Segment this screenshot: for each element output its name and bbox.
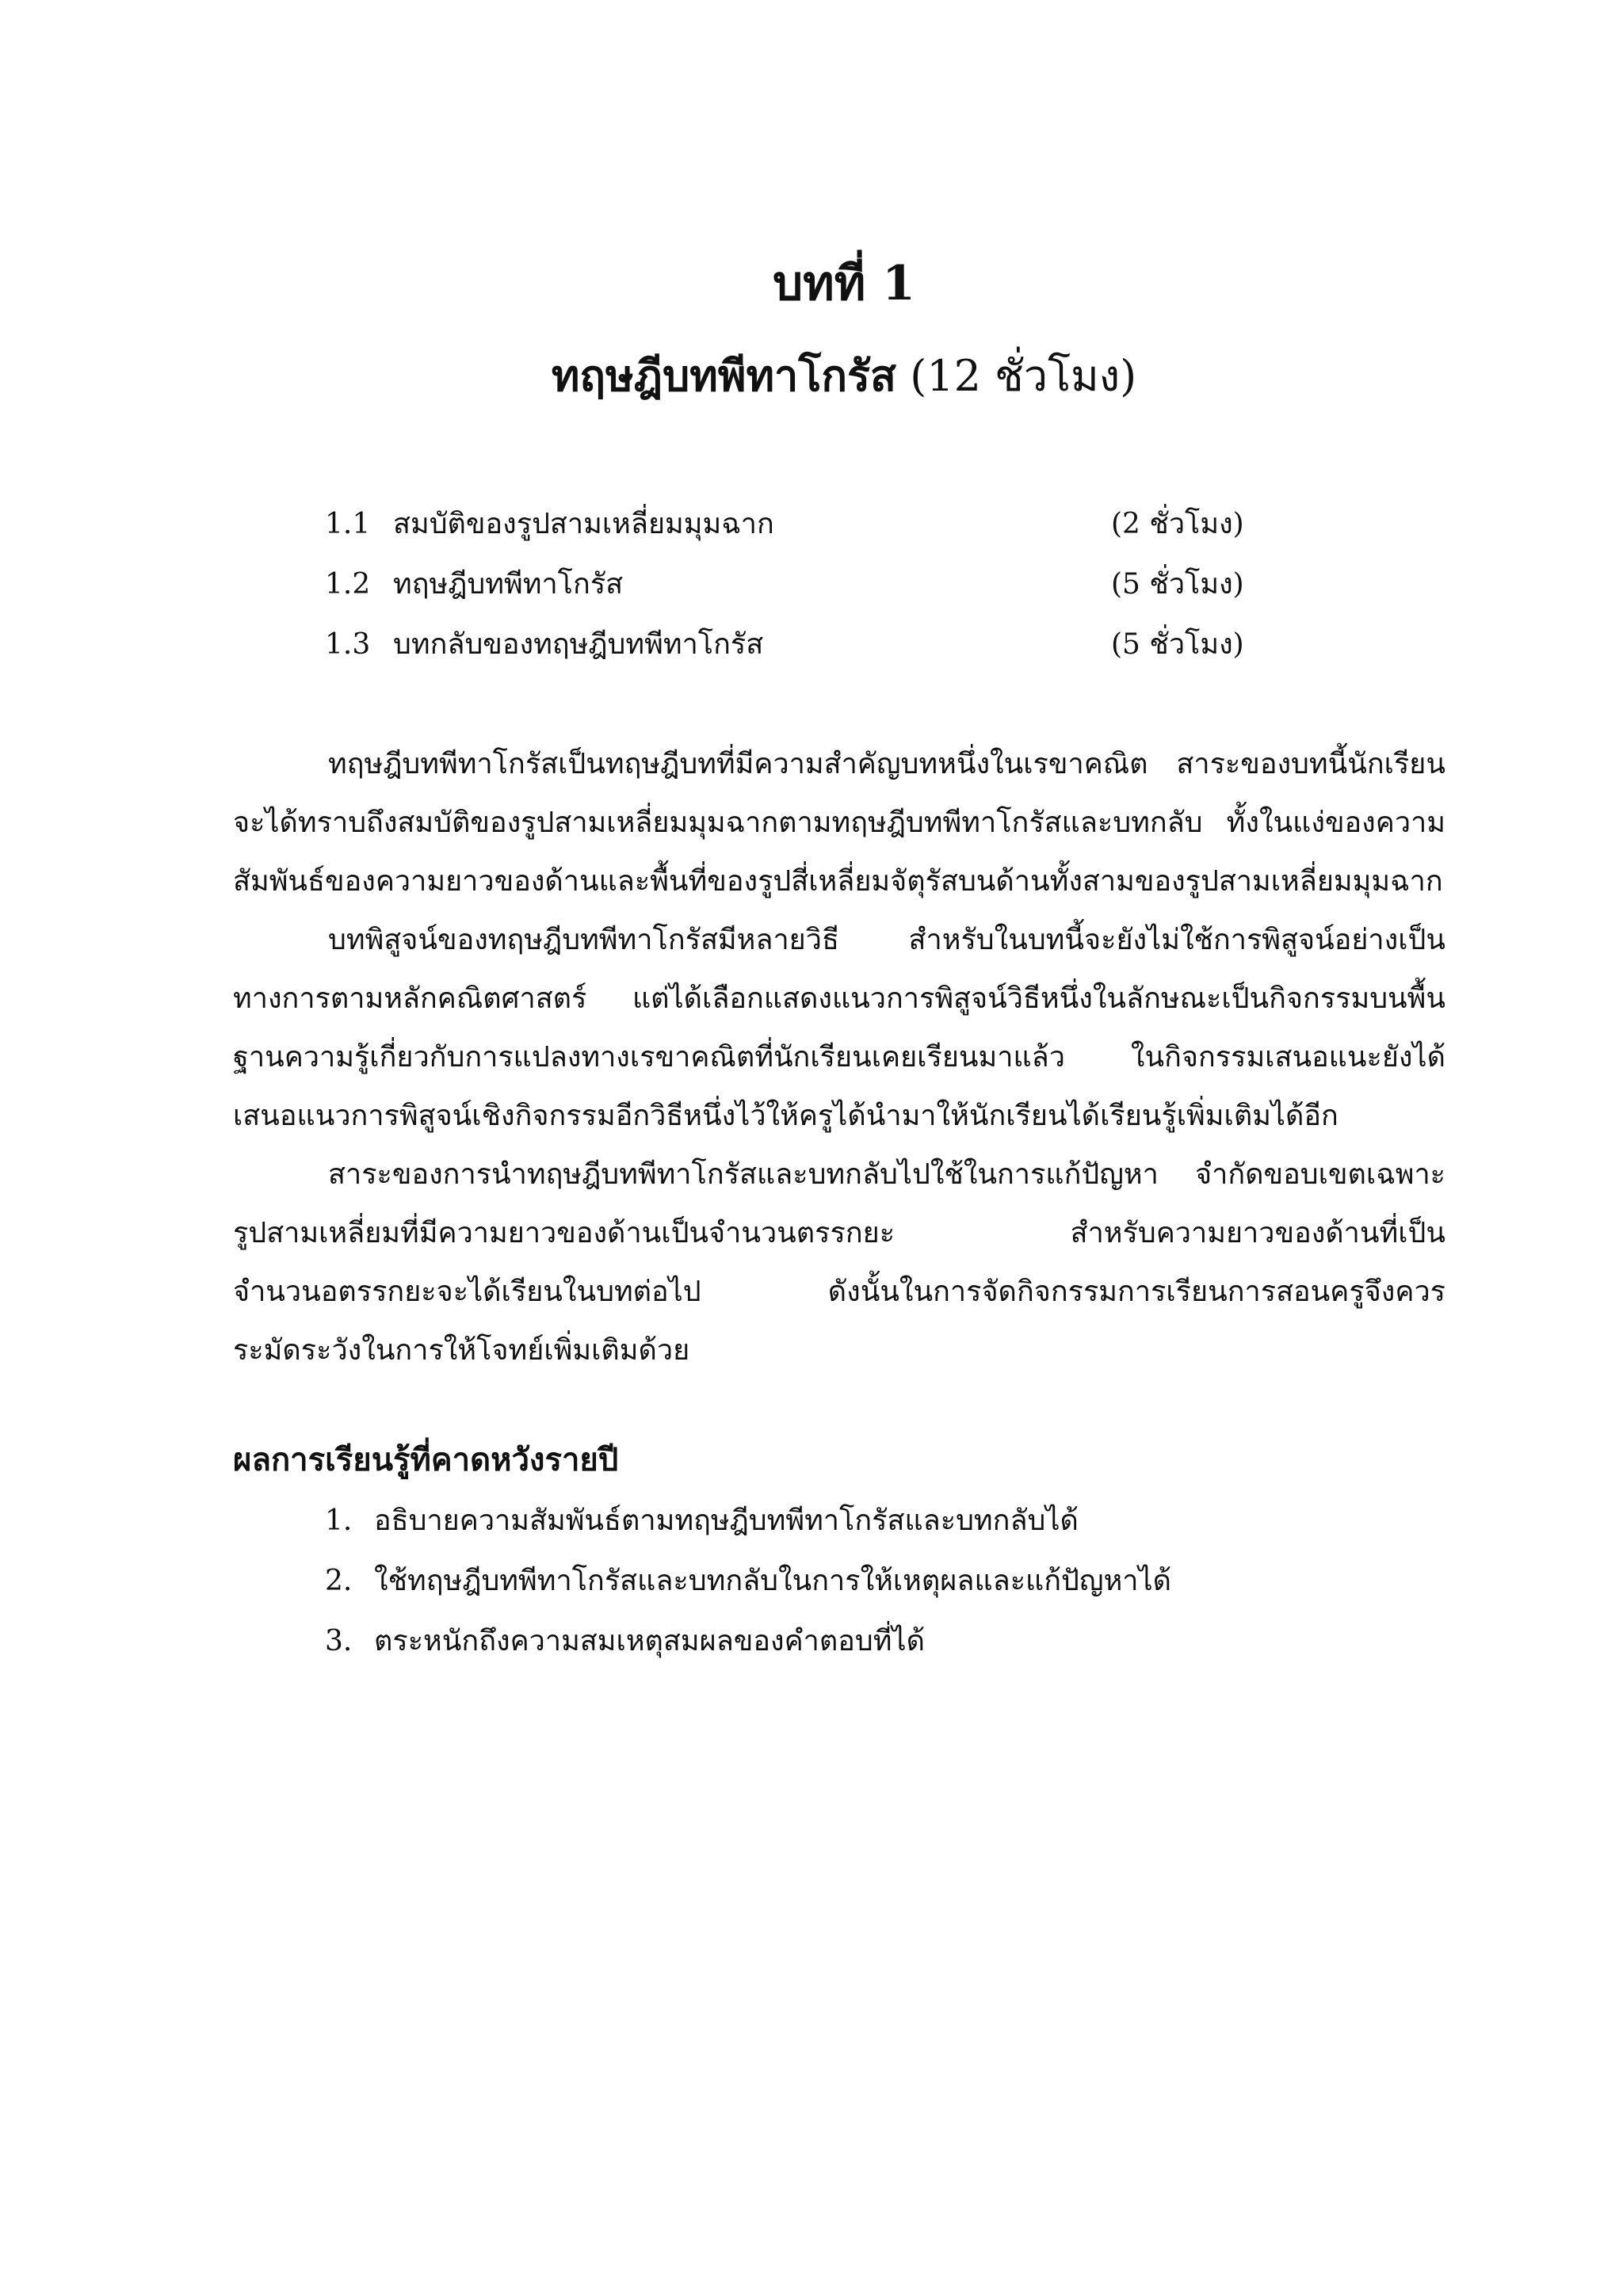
toc-row: [325, 621, 1276, 681]
chapter-title-text: ทฤษฎีบทพีทาโกรัส: [551, 350, 897, 401]
list-item: [325, 1558, 1355, 1618]
toc-hours: (5 ชั่วโมง): [1111, 628, 1244, 661]
outcome-number: 3.: [325, 1625, 353, 1657]
list-item: [325, 1497, 1355, 1558]
list-item: [325, 1618, 1355, 1678]
toc-title: สมบัติของรูปสามเหลี่ยมมุมฉาก: [393, 508, 774, 540]
paragraph: ทฤษฎีบทพีทาโกรัสเป็นทฤษฎีบทที่มีความสำคัญบทหนึ่งในเรขาคณิต สาระของบทนี้นักเรียนจะได้ทราบถึงสมบัติของรูปสามเหลี่ยมมุมฉากตามทฤษฎีบทพีทาโกรัสและบทกลับ ทั้งในแง่ของความสัมพันธ์ของความยาวของด้านและพื้นที่ของรูปสี่เหลี่ยมจัตุรัสบนด้านทั้งสามของรูปสามเหลี่ยมมุมฉาก: [233, 748, 1445, 898]
toc-number: 1.3: [325, 628, 371, 661]
outcome-number: 1.: [325, 1505, 353, 1537]
toc-number: 1.1: [325, 508, 371, 540]
outcome-text: ตระหนักถึงความสมเหตุสมผลของคำตอบที่ได้: [374, 1625, 925, 1657]
outcome-number: 2.: [325, 1565, 353, 1597]
chapter-title-hours: (12 ชั่วโมง): [910, 351, 1137, 401]
toc-title: ทฤษฎีบทพีทาโกรัส: [393, 568, 624, 601]
toc-hours: (5 ชั่วโมง): [1111, 568, 1244, 601]
outcomes-heading: ผลการเรียนรู้ที่คาดหวังรายปี: [233, 1441, 619, 1478]
toc-title: บทกลับของทฤษฎีบทพีทาโกรัส: [393, 628, 764, 661]
table-of-contents: [325, 501, 1276, 681]
toc-row: [325, 501, 1276, 561]
outcome-text: อธิบายความสัมพันธ์ตามทฤษฎีบทพีทาโกรัสและบทกลับได้: [374, 1505, 1079, 1537]
toc-number: 1.2: [325, 568, 371, 601]
outcome-text: ใช้ทฤษฎีบทพีทาโกรัสและบทกลับในการให้เหตุผลและแก้ปัญหาได้: [374, 1565, 1171, 1597]
paragraph: สาระของการนำทฤษฎีบทพีทาโกรัสและบทกลับไปใช้ในการแก้ปัญหา จำกัดขอบเขตเฉพาะรูปสามเหลี่ยมที่มีความยาวของด้านเป็นจำนวนตรรกยะ สำหรับความยาวของด้านที่เป็นจำนวนอตรรกยะจะได้เรียนในบทต่อไป ดังนั้นในการจัดกิจกรรมการเรียนการสอนครูจึงควรระมัดระวังในการให้โจทย์เพิ่มเติมด้วย: [233, 1158, 1445, 1367]
outcomes-list: [325, 1497, 1355, 1678]
paragraph: บทพิสูจน์ของทฤษฎีบทพีทาโกรัสมีหลายวิธี สำหรับในบทนี้จะยังไม่ใช้การพิสูจน์อย่างเป็นทางการตามหลักคณิตศาสตร์ แต่ได้เลือกแสดงแนวการพิสูจน์วิธีหนึ่งในลักษณะเป็นกิจกรรมบนพื้นฐานความรู้เกี่ยวกับการแปลงทางเรขาคณิตที่นักเรียนเคยเรียนมาแล้ว ในกิจกรรมเสนอแนะยังได้เสนอแนวการพิสูจน์เชิงกิจกรรมอีกวิธีหนึ่งไว้ให้ครูได้นำมาให้นักเรียนได้เรียนรู้เพิ่มเติมได้อีก: [233, 924, 1445, 1132]
toc-hours: (2 ชั่วโมง): [1111, 508, 1244, 540]
chapter-introduction: [233, 735, 1445, 1380]
toc-row: [325, 561, 1276, 621]
chapter-number: บทที่ 1: [773, 256, 915, 311]
chapter-title: [0, 345, 1623, 406]
